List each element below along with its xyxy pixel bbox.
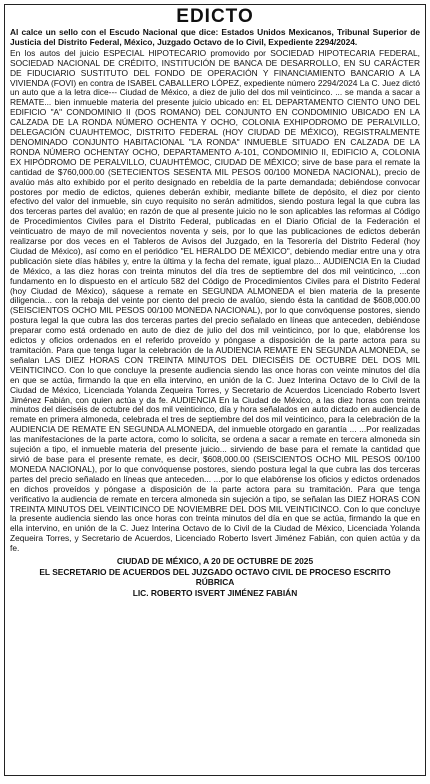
edict-body: En los autos del juicio ESPECIAL HIPOTECARIO promovido por SOCIEDAD HIPOTECARIA FEDERAL, SOCIEDAD NACIONAL DE CRÉDITO, INSTITUCIÓN DE BANCA DE DESARROLLO, EN SU CARÁCTER DE FIDUCIARIO SUSTITUTO DEL FONDO DE OPERACIÓN Y FINANCIAMIENTO BANCARIO A LA VIVIENDA (FOVI) en contra de ISABEL CABALLERO LÓPEZ, expediente número 2294/2024 La C. Juez dictó un auto que a la letra dice--- Ciudad de México, a diez de julio del dos mil veinticinco. ... se manda a sacar a REMATE... bien inmueble materia del presente juicio ubicado en: EL DEPARTAMENTO CIENTO UNO DEL EDIFICIO "A" CONDOMINIO II (DOS ROMANO) DEL CONJUNTO EN CONDOMINIO UBICADO EN LA CALZADA DE LA RONDA NÚMERO OCHENTA Y OCHO, COLONIA EXHIPODROMO DE PERALVILLO, DELEGACIÓN CUAUHTEMOC, DISTRITO FEDERAL (HOY CIUDAD DE MÉXICO), REGISTRALMENTE DENOMINADO CONJUNTO HABITACIONAL "LA RONDA" INMUEBLE SITUADO EN CALZADA DE LA RONDA NÚMERO OCHENTAY OCHO, DEPARTAMENTO A-101, CONDOMINIO II, EDIFICIO A, COLONIA EX HIPÓDROMO DE PERALVILLO, CUAUHTÉMOC, CIUDAD DE MÉXICO; sirve de base para el remate la cantidad de $760,000.00 (SETECIENTOS SESENTA MIL PESOS 00/100 MONEDA NACIONAL), precio de avalúo más alto exhibido por el perito designado en rebeldía de la parte demandada; debiéndose convocar postores por medio de edictos, quienes deberán exhibir, mediante billete de depósito, el diez por ciento efectivo del valor del inmueble, sin cuyo requisito no serán admitidos, siendo postura legal la que cubra las dos terceras partes del avalúo; en razón de que al presente juicio no le son aplicables las reformas al Código de Procedimientos Civiles para el Distrito Federal, publicadas en el Diario Oficial de la Federación el veinticuatro de mayo de mil novecientos noventa y seis, por lo que las publicaciones de edictos deberán realizarse por dos veces en el Tableros de Avisos del Juzgado, en la Tesorería del Distrito Federal (hoy Ciudad de México), así como en el periódico "EL HERALDO DE MÉXICO", debiendo mediar entre una y otra publicación siete días hábiles y, entre la última y la fecha del remate, igual plazo... AUDIENCIA En la Ciudad de México, a las diez horas con treinta minutos del día tres de septiembre del dos mil veinticinco, ...con fundamento en lo dispuesto en el artículo 582 del Código de Procedimientos Civiles para el Distrito Federal (hoy Ciudad de México), sáquese a remate en SEGUNDA ALMONEDA el bien materia de la presente diligencia... con la rebaja del veinte por ciento del precio de avalúo, siendo ésta la cantidad de $608,000.00 (SEISCIENTOS OCHO MIL PESOS 00/100 MONEDA NACIONAL), por lo que convóquense postores, siendo postura legal la que cubra las dos terceras partes del precio señalado en líneas que anteceden, debiéndose preparar como está ordenado en auto de diez de julio del dos mil veinticinco, por lo que, elabórense los edictos y oficios ordenados en el referido proveído y póngase a disposición de la parte actora para su tramitación. Para que tenga lugar la celebración de la AUDIENCIA REMATE EN SEGUNDA ALMONEDA, se señalan LAS DIEZ HORAS CON TREINTA MINUTOS DEL DIECISÉIS DE OCTUBRE DEL DOS MIL VEINTICINCO. Con lo que concluye la presente audiencia siendo las once horas con veinte minutos del día en que se actúa, firmando la que en ella intervino, en unión de la C. Juez Interina Octavo de lo Civil de la Ciudad de México, Licenciada Yolanda Zequeira Torres, y Secretario de Acuerdos Licenciado Roberto Isvert Jiménez Fabián, con quien actúa y da fe. AUDIENCIA En la Ciudad de México, a las diez horas con treinta minutos del dieciséis de octubre del dos mil veinticinco, día y hora señalados en auto dictado en audiencia de remate en primera almoneda, celebrada el tres de septiembre del dos mil veinticinco, para la celebración de la AUDIENCIA DE REMATE EN SEGUNDA ALMONEDA, del inmueble otorgado en garantía ... ...Por realizadas las manifestaciones de la parte actora, como lo solicita, se ordena a sacar a remate en tercera almoneda sin sujeción a tipo, el inmueble materia del presente juicio... sirviendo de base para el remate la cantidad que sirvió de base para el presente remate, es decir, $608,000.00 (SEISCIENTOS OCHO MIL PESOS 00/100 MONEDA NACIONAL), por lo que convóquense postores, siendo postura legal la que cubra las dos terceras partes del precio señalado en líneas que anteceden... ...por lo que elabórense los oficios y edictos ordenados en dichos proveídos y póngase a disposición de la parte actora para su tramitación. Para que tenga verificativo la audiencia de remate en tercera almoneda sin sujeción a tipo, se señalan las DIEZ HORAS CON TREINTA MINUTOS DEL VEINTICINCO DE NOVIEMBRE DEL DOS MIL VEINTICINCO. Con lo que concluye la presente audiencia siendo las once horas con treinta minutos del día en que se actúa, firmando la que en ella intervino, en unión de la C. Juez Interina Octavo de lo Civil de la Ciudad de México, Licenciada Yolanda Zequeira Torres, y Secretario de Acuerdos, Licenciado Roberto Isvert Jiménez Fabián, con quien actúa y da fe. <box>10 47 420 554</box>
edict-title: EDICTO <box>176 6 254 27</box>
edict-footer <box>10 556 420 598</box>
footer-date-line: CIUDAD DE MÉXICO, A 20 DE OCTUBRE DE 2025 <box>116 556 314 567</box>
footer-signature-line: RÚBRICA <box>195 577 235 588</box>
edict-notice <box>4 4 426 776</box>
edict-heading: Al calce un sello con el Escudo Nacional que dice: Estados Unidos Mexicanos, Tribunal Superior de Justicia del Distrito Federal, México, Juzgado Octavo de lo Civil, Expediente 2294/2024. <box>10 27 420 47</box>
footer-secretary-line: EL SECRETARIO DE ACUERDOS DEL JUZGADO OCTAVO CIVIL DE PROCESO ESCRITO <box>39 566 391 577</box>
footer-name-line: LIC. ROBERTO ISVERT JIMÉNEZ FABIÁN <box>132 587 298 598</box>
